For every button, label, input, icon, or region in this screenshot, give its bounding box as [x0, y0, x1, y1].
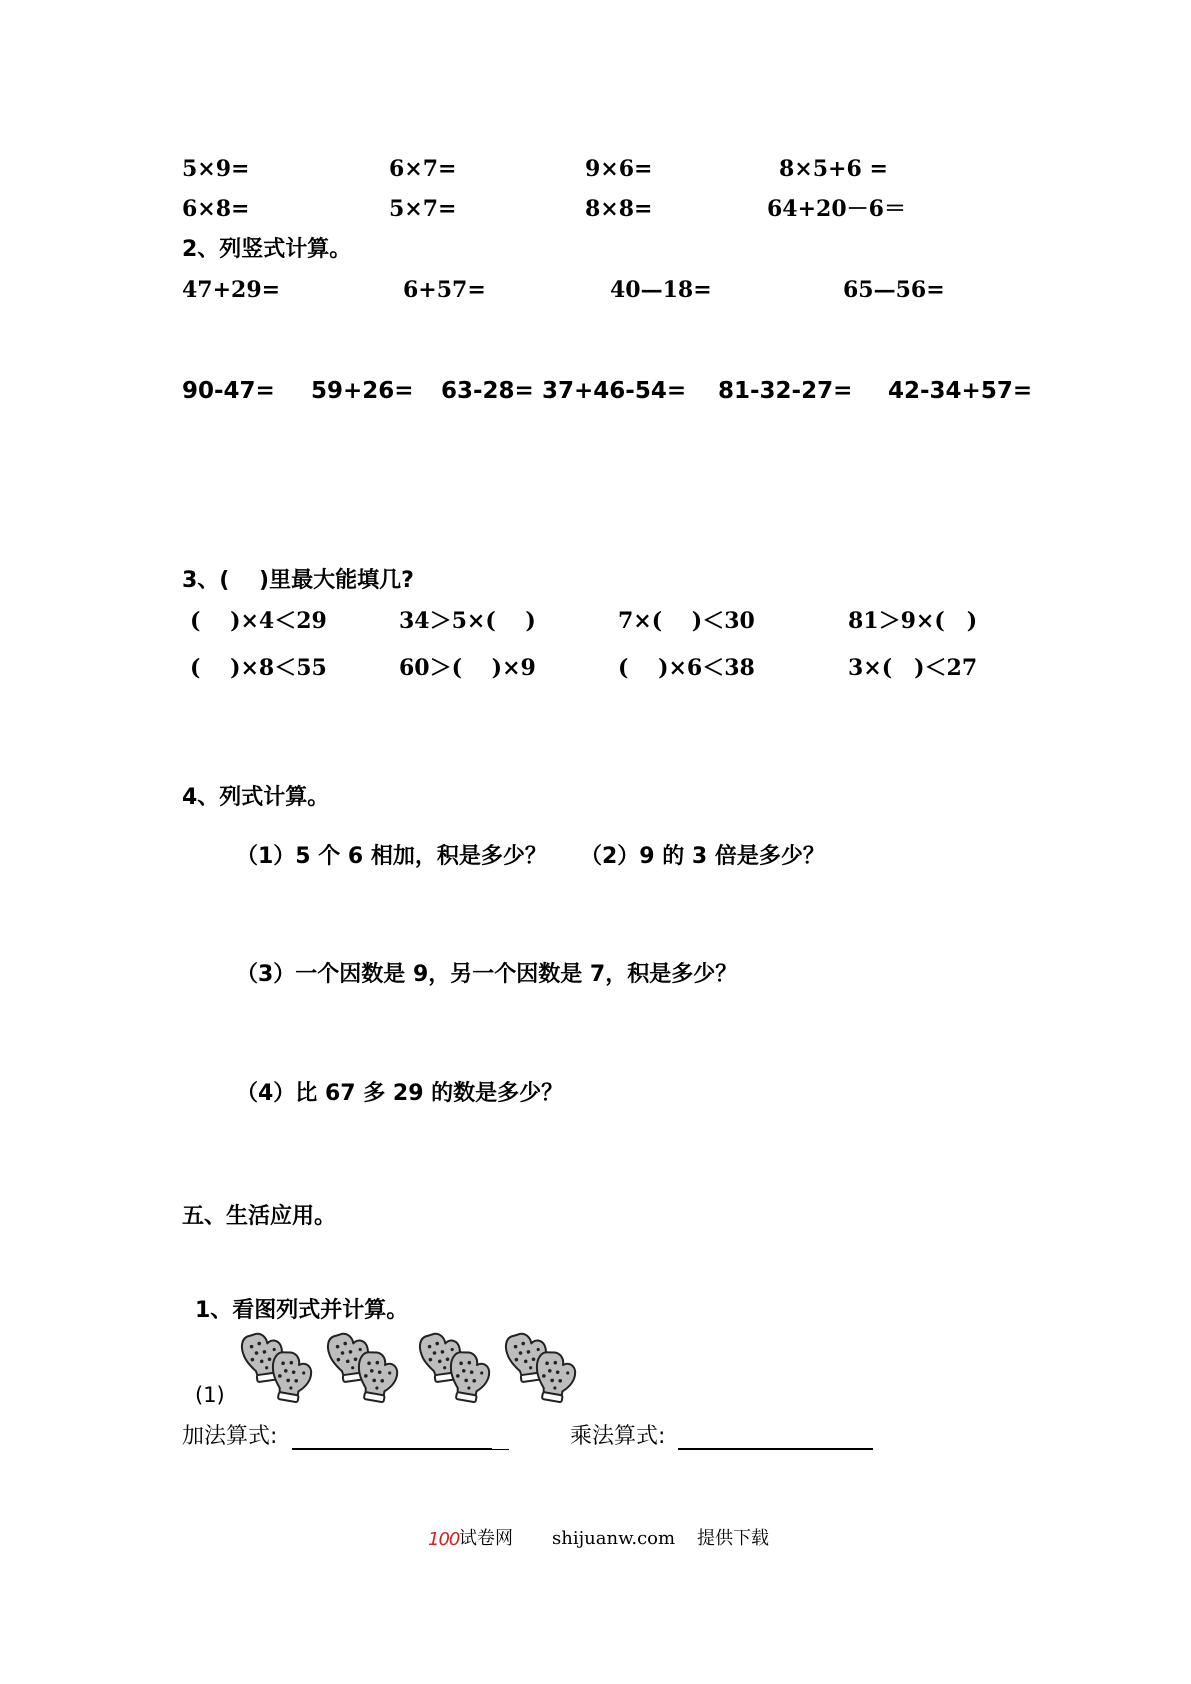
section-4-title: 4、列式计算。 [182, 785, 330, 810]
vertical-calc-3: 40—18= [610, 277, 712, 303]
vertical-calc-9: 81-32-27= [718, 378, 853, 404]
oral-calc-2-4: 64+20－6＝ [767, 196, 906, 222]
picture-item-label: (1) [195, 1383, 225, 1407]
oral-calc-1-1: 5×9= [182, 156, 250, 182]
fill-blank-2-3: ( )×6＜38 [618, 655, 755, 681]
fill-blank-2-4: 3×( )＜27 [848, 655, 978, 681]
fill-blank-2-2: 60＞( )×9 [399, 655, 536, 681]
mitten-pair-icon [418, 1331, 492, 1404]
site-logo: 100 [428, 1529, 460, 1550]
section-3-title: 3、( )里最大能填几? [182, 568, 414, 593]
section-5-sub-1: 1、看图列式并计算。 [195, 1298, 409, 1323]
vertical-calc-5: 90-47= [182, 378, 275, 404]
oral-calc-1-3: 9×6= [585, 156, 653, 182]
multiplication-answer-line[interactable] [678, 1448, 873, 1450]
section-2-title: 2、列竖式计算。 [182, 237, 352, 262]
fill-blank-1-3: 7×( )＜30 [618, 608, 755, 634]
fill-blank-1-2: 34＞5×( ) [399, 608, 536, 634]
vertical-calc-1: 47+29= [182, 277, 281, 303]
fill-blank-1-1: ( )×4＜29 [190, 608, 327, 634]
mitten-pair-icon [240, 1331, 314, 1404]
page-footer [0, 1525, 1191, 1555]
fill-blank-2-1: ( )×8＜55 [190, 655, 327, 681]
site-domain[interactable]: shijuanw.com [552, 1528, 676, 1549]
mitten-pairs-picture [238, 1330, 598, 1410]
vertical-calc-2: 6+57= [403, 277, 486, 303]
vertical-calc-6: 59+26= [311, 378, 414, 404]
site-name: 试卷网 [459, 1528, 513, 1549]
vertical-calc-7: 63-28= [441, 378, 534, 404]
oral-calc-1-2: 6×7= [389, 156, 457, 182]
addition-answer-line-end [492, 1449, 509, 1450]
word-problem-3: （3）一个因数是 9，另一个因数是 7，积是多少？ [236, 962, 738, 987]
vertical-calc-4: 65—56= [843, 277, 945, 303]
oral-calc-1-4: 8×5+6 = [779, 156, 888, 182]
footer-tagline: 提供下载 [697, 1528, 769, 1549]
oral-calc-2-3: 8×8= [585, 196, 653, 222]
fill-blank-1-4: 81＞9×( ) [848, 608, 978, 634]
word-problem-1: （1）5 个 6 相加，积是多少？ [236, 844, 547, 869]
mitten-pair-icon [504, 1331, 578, 1404]
vertical-calc-10: 42-34+57= [888, 378, 1033, 404]
word-problem-2: （2）9 的 3 倍是多少？ [580, 844, 825, 869]
section-5-title: 五、生活应用。 [182, 1204, 337, 1229]
word-problem-4: （4）比 67 多 29 的数是多少？ [236, 1081, 564, 1106]
addition-answer-line[interactable] [292, 1448, 492, 1450]
oral-calc-2-1: 6×8= [182, 196, 250, 222]
addition-formula-label: 加法算式: [182, 1424, 278, 1449]
vertical-calc-8: 37+46-54= [542, 378, 687, 404]
multiplication-formula-label: 乘法算式: [570, 1424, 666, 1449]
oral-calc-2-2: 5×7= [389, 196, 457, 222]
mitten-pair-icon [326, 1331, 400, 1404]
